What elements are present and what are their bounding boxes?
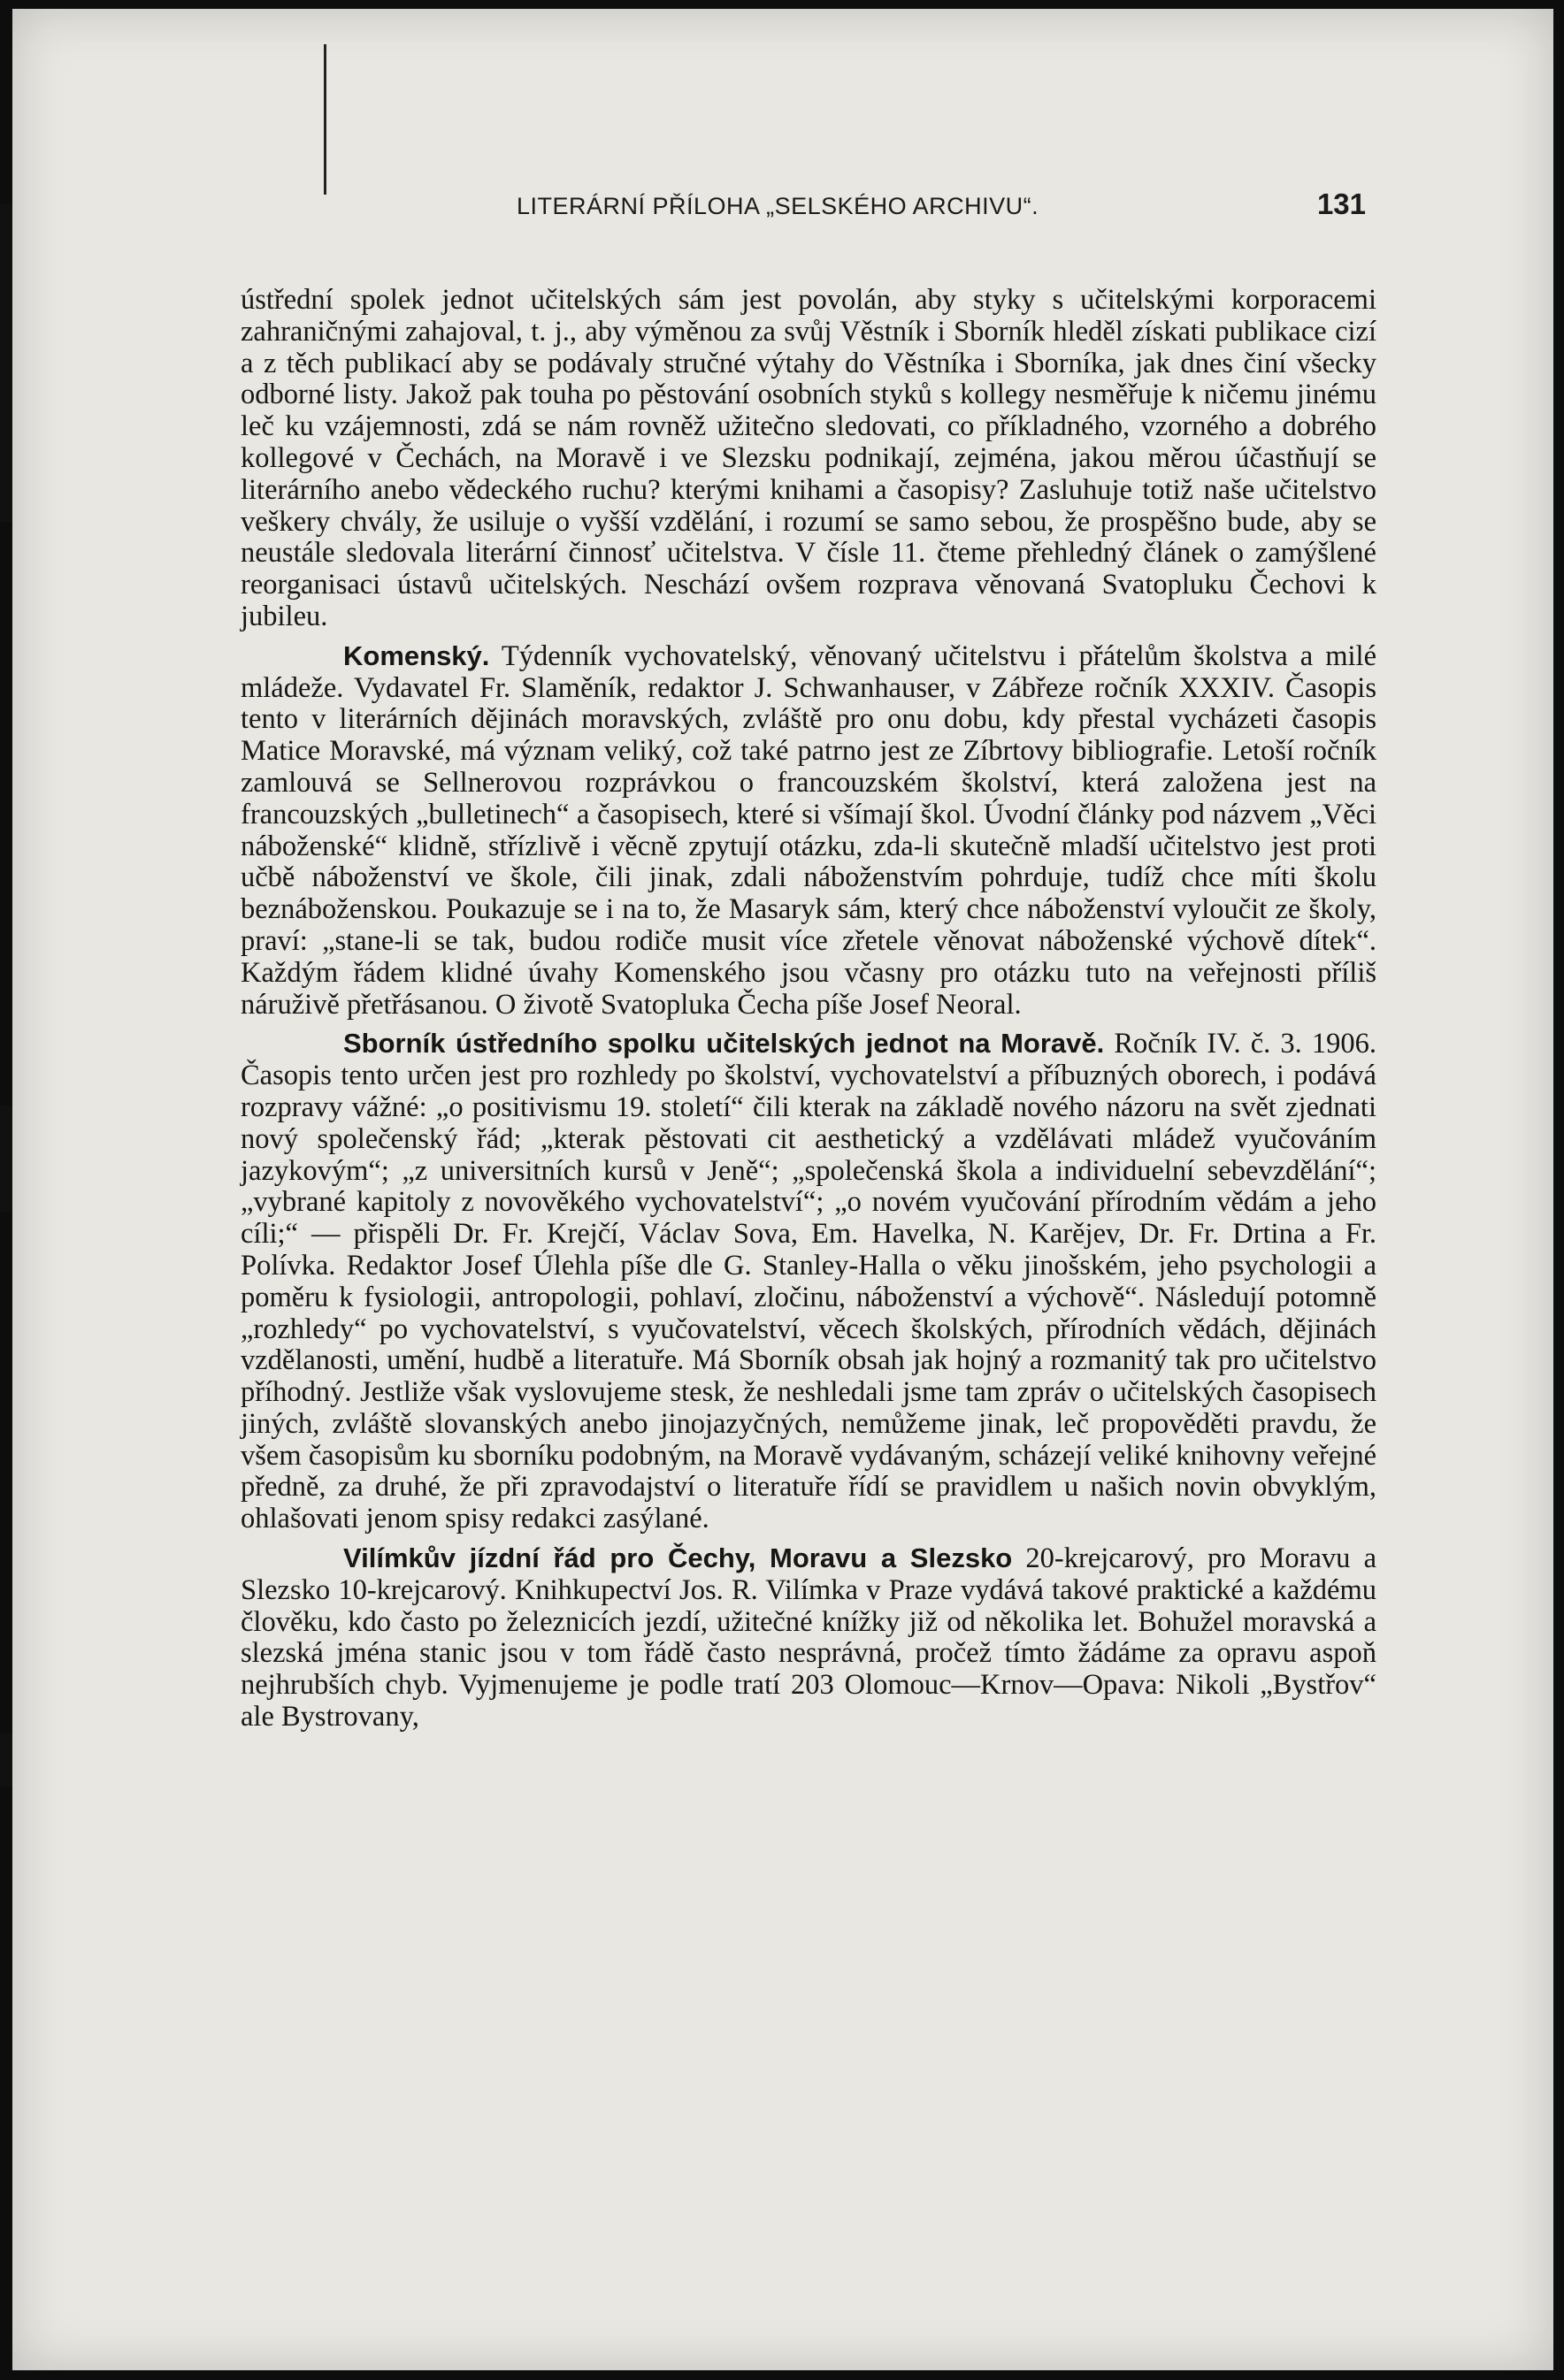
entry-vilimek-text: 20-krejcarový, pro Moravu a Slezsko 10-krejcarový. Knihkupectví Jos. R. Vilímka v Praze vydává takové praktické a každému člověku, kdo často po železnicích jezdí, užitečné knížky již od několika let. Bohužel moravská a slezská jména stanic jsou v tom řádě často nesprávná, pročež tímto žádáme za opravu aspoň nejhrubších chyb. Vyjmenujeme je podle tratí 203 Olomouc—Krnov—Opava: Nikoli „Bystřov“ ale Bystrovany,	[241, 1542, 1376, 1733]
paragraph-intro: ústřední spolek jednot učitelských sám jest povolán, aby styky s učitelskými korporacemi zahraničnými zahajoval, t. j., aby výměnou za svůj Věstník i Sborník hleděl získati publikace cizí a z těch publikací aby se podávaly stručné výtahy do Věstníka i Sborníka, jak dnes činí všecky odborné listy. Jakož pak touha po pěstování osobních styků s kollegy nesměřuje k ničemu jinému leč ku vzájemnosti, zdá se nám rovněž užitečno sledovati, co příkladného, vzorného a dobrého kollegové v Čechách, na Moravě i ve Slezsku podnikají, zejména, jakou měrou účastňují se literárního anebo vědeckého ruchu? kterými knihami a časopisy? Zasluhuje totiž naše učitelstvo veškery chvály, že usiluje o vyšší vzdělání, i rozumí se samo sebou, že prospěšno bude, aby se neustále sledovala literární činnosť učitelstva. V čísle 11. čteme přehledný článek o zamýšlené reorganisaci ústavů učitelských. Neschází ovšem rozprava věnovaná Svatopluku Čechovi k jubileu.	[241, 284, 1376, 632]
scan-edge-mark	[0, 1106, 12, 1212]
running-title: LITERÁRNÍ PŘÍLOHA „SELSKÉHO ARCHIVU“.	[517, 193, 1039, 219]
entry-sbornik-text: Ročník IV. č. 3. 1906. Časopis tento určen jest pro rozhledy po školství, vychovatelství a příbuzných oborech, i podává rozpravy vážné: „o positivismu 19. století“ čili kterak na základě nového názoru na svět zjednati nový společenský řád; „kterak pěstovati cit aesthetický a vzdělávati mládež vyučováním jazykovým“; „z universitních kursů v Jeně“; „společenská škola a individuelní sebevzdělání“; „vybrané kapitoly z novověkého vychovatelství“; „o novém vyučování přírodním vědám a jeho cíli;“ — přispěli Dr. Fr. Krejčí, Václav Sova, Em. Havelka, N. Karějev, Dr. Fr. Drtina a Fr. Polívka. Redaktor Josef Úlehla píše dle G. Stanley-Halla o věku jinošském, jeho psychologii a poměru k fysiologii, antropologii, pohlaví, zločinu, náboženství a výchově“. Následují potomně „rozhledy“ po vychovatelství, s vyučovatelství, věcech školských, přírodních vědách, dějinách vzdělanosti, umění, hudbě a literatuře. Má Sborník obsah jak hojný a rozmanitý tak pro učitelstvo příhodný. Jestliže však vyslovujeme stesk, že neshledali jsme tam zpráv o učitelských časopisech jiných, zvláště slovanských anebo jinojazyčných, nemůžeme jinak, leč propověděti pravdu, že všem časopisům ku sborníku podobným, na Moravě vydávaným, scházejí veliké knihovny veřejné předně, za druhé, že při zpravodajství o literatuře řídí se pravidlem u našich novin obvyklým, ohlašovati jenom spisy redakci zasýlané.	[241, 1028, 1376, 1535]
entry-komensky-title: Komenský.	[343, 639, 490, 671]
scan-edge-mark	[0, 1733, 12, 1787]
scanned-page	[12, 9, 1553, 2370]
entry-vilimek-title: Vilímkův jízdní řád pro Čechy, Moravu a Slezsko	[343, 1542, 1013, 1574]
entry-sbornik	[241, 1028, 1376, 1535]
page-number: 131	[1316, 187, 1366, 220]
page-header	[517, 187, 1366, 228]
entry-komensky-text: Týdenník vychovatelský, věnovaný učitelstvu i přátelům školstva a milé mládeže. Vydavatel Fr. Slaměník, redaktor J. Schwanhauser, v Zábřeze ročník XXXIV. Časopis tento v literárních dějinách moravských, zvláště pro onu dobu, kdy přestal vycházeti časopis Matice Moravské, má význam veliký, což také patrno jest ze Zíbrtovy bibliografie. Letoší ročník zamlouvá se Sellnerovou rozprávkou o francouzském školství, která založena jest na francouzských „bulletinech“ a časopisech, které si všímají škol. Úvodní články pod názvem „Věci náboženské“ klidně, střízlivě i věcně zpytují otázku, zda-li skutečně mladší učitelstvo jest proti učbě náboženství ve škole, čili jinak, zdali náboženstvím pohrduje, tudíž chce míti školu beznáboženskou. Poukazuje se i na to, že Masaryk sám, který chce náboženství vyloučit ze školy, praví: „stane-li se tak, budou rodiče musit více zřetele věnovat náboženské výchově dítek“. Každým řádem klidné úvahy Komenského jsou včasny pro otázku tuto na veřejnosti příliš náruživě přetřásanou. O životě Svatopluka Čecha píše Josef Neoral.	[241, 639, 1376, 1021]
article-body	[241, 285, 1376, 1733]
scan-edge-mark	[0, 203, 12, 522]
binding-mark	[324, 44, 326, 195]
entry-sbornik-title: Sborník ústředního spolku učitelských jednot na Moravě.	[343, 1028, 1105, 1060]
entry-vilimek	[241, 1542, 1376, 1733]
entry-komensky	[241, 640, 1376, 1022]
